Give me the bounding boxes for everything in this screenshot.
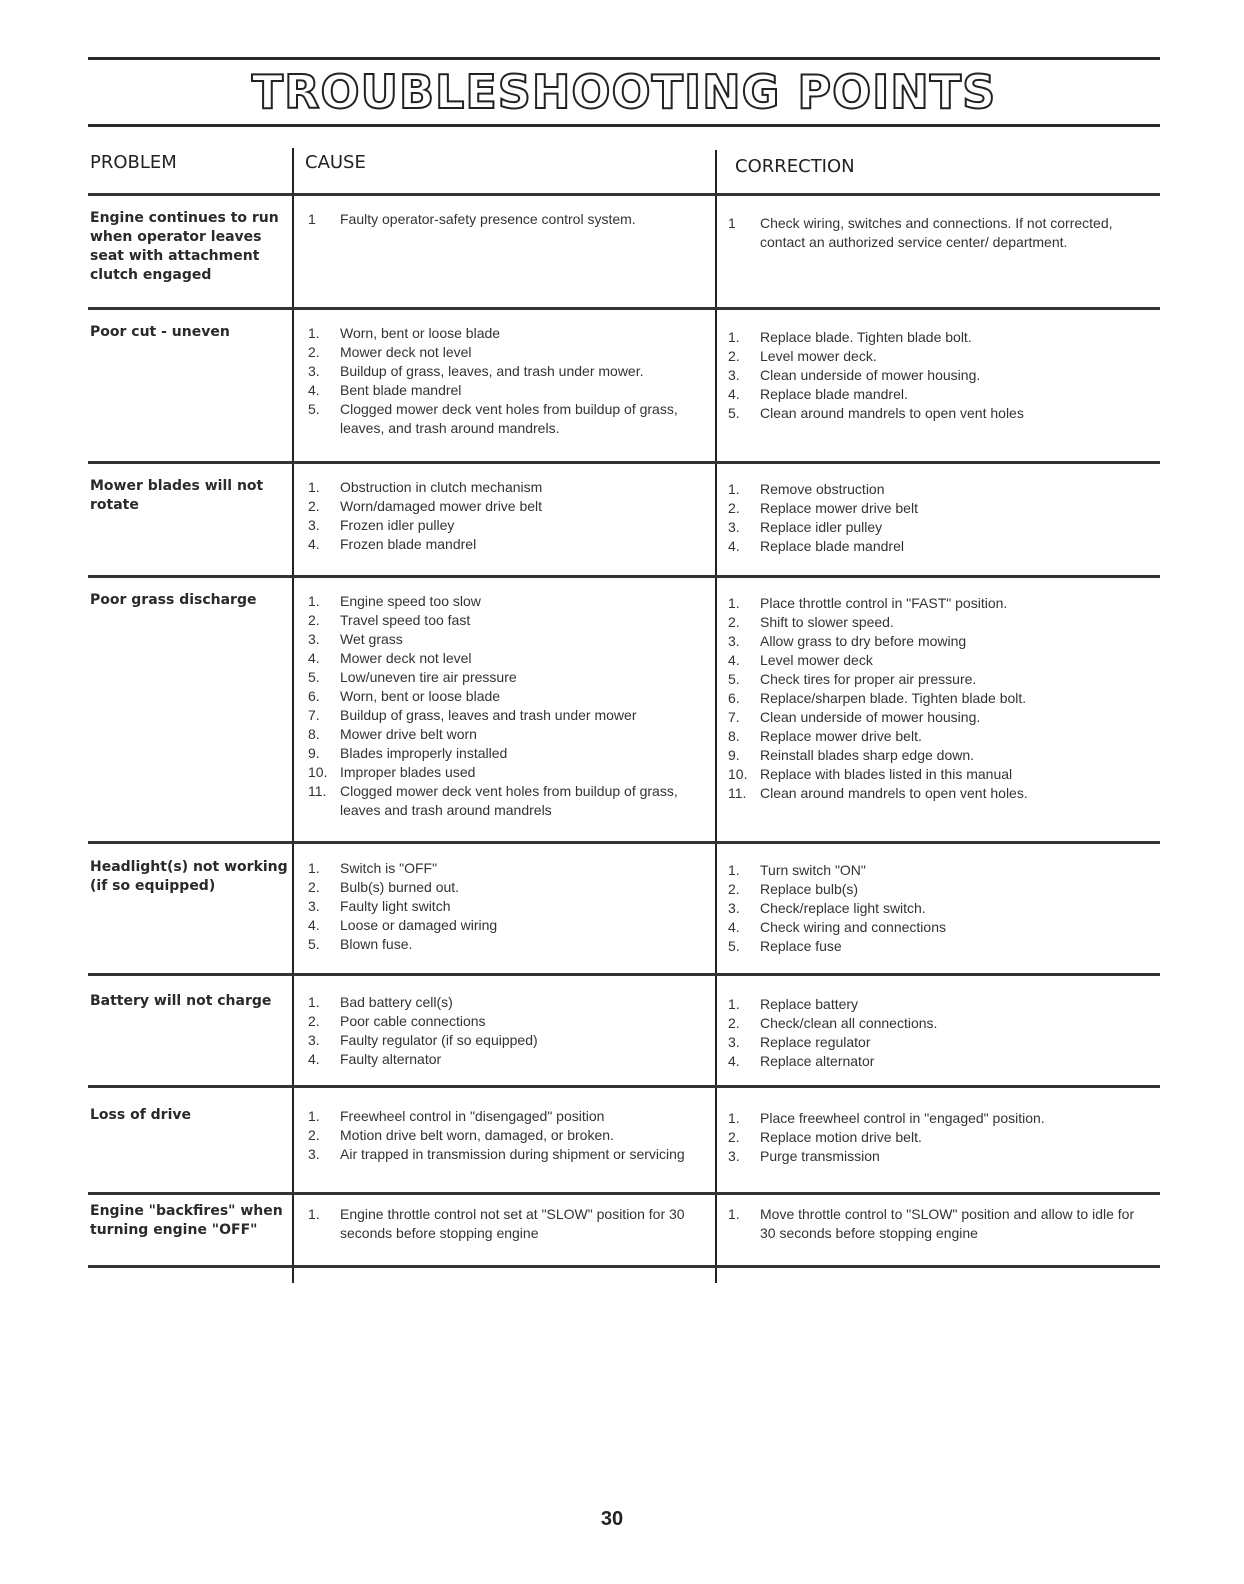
list-item: 3. Check/replace light switch. [728, 900, 926, 916]
list-item: 3. Air trapped in transmission during shipment or servicing [308, 1146, 685, 1162]
cause-list [308, 1205, 703, 1243]
list-item: 10. Replace with blades listed in this manual [728, 766, 1013, 782]
column-divider-2 [715, 150, 717, 1283]
row-separator [88, 575, 1160, 578]
list-item: 5. Clogged mower deck vent holes from buildup of grass, leaves, and trash around mandrels. [308, 401, 678, 436]
row-separator [88, 193, 1160, 196]
list-item: 2. Replace motion drive belt. [728, 1129, 922, 1145]
list-item: 5. Replace fuse [728, 938, 842, 954]
list-item: 8. Replace mower drive belt. [728, 728, 922, 744]
row-separator [88, 841, 1160, 844]
list-item: 3. Faulty light switch [308, 898, 451, 914]
list-item: 4. Frozen blade mandrel [308, 536, 477, 552]
column-header-problem: PROBLEM [90, 152, 177, 173]
problem-battery: Battery will not charge [90, 993, 272, 1009]
list-item: 4. Level mower deck [728, 652, 873, 668]
list-item: 11. Clogged mower deck vent holes from buildup of grass, leaves and trash around mandrels [308, 783, 678, 818]
list-item: 1. Turn switch "ON" [728, 862, 866, 878]
list-item: 10. Improper blades used [308, 764, 476, 780]
list-item: 2. Motion drive belt worn, damaged, or broken. [308, 1127, 614, 1143]
list-item: 4. Replace alternator [728, 1053, 875, 1069]
list-item: 5. Low/uneven tire air pressure [308, 669, 517, 685]
row-separator [88, 973, 1160, 976]
list-item: 2. Bulb(s) burned out. [308, 879, 460, 895]
list-item: 1. Engine speed too slow [308, 593, 481, 609]
list-item: 7. Buildup of grass, leaves and trash under mower [308, 707, 637, 723]
list-item: 1. Freewheel control in "disengaged" position [308, 1108, 605, 1124]
row-separator [88, 461, 1160, 464]
list-item: 9. Blades improperly installed [308, 745, 508, 761]
list-item: 5. Blown fuse. [308, 936, 413, 952]
list-item: 3. Replace idler pulley [728, 519, 883, 535]
problem-headlights: Headlight(s) not working (if so equipped) [90, 859, 288, 894]
list-item: 1 Check wiring, switches and connections. If not corrected, contact an authorized service center/ department. [728, 215, 1113, 250]
list-item: 4. Replace blade mandrel. [728, 386, 908, 402]
list-item: 4. Faulty alternator [308, 1051, 442, 1067]
list-item: 3. Allow grass to dry before mowing [728, 633, 967, 649]
list-item: 1 Faulty operator-safety presence control system. [308, 211, 636, 227]
list-item: 3. Clean underside of mower housing. [728, 367, 981, 383]
column-header-cause: CAUSE [305, 152, 366, 173]
correction-list [728, 1205, 1148, 1243]
list-item: 1. Place freewheel control in "engaged" position. [728, 1110, 1045, 1126]
cause-list [308, 324, 703, 438]
cause-list [308, 993, 703, 1069]
list-item: 11. Clean around mandrels to open vent holes. [728, 785, 1028, 801]
title-bottom-rule [88, 124, 1160, 127]
list-item: 2. Replace bulb(s) [728, 881, 859, 897]
list-item: 6. Worn, bent or loose blade [308, 688, 501, 704]
page-number: 30 [600, 1508, 624, 1530]
list-item: 4. Check wiring and connections [728, 919, 946, 935]
row-separator [88, 1192, 1160, 1195]
list-item: 2. Replace mower drive belt [728, 500, 918, 516]
list-item: 2. Poor cable connections [308, 1013, 486, 1029]
list-item: 1. Switch is "OFF" [308, 860, 438, 876]
list-item: 2. Shift to slower speed. [728, 614, 894, 630]
list-item: 3. Faulty regulator (if so equipped) [308, 1032, 538, 1048]
list-item: 7. Clean underside of mower housing. [728, 709, 981, 725]
list-item: 1. Replace blade. Tighten blade bolt. [728, 329, 972, 345]
list-item: 4. Mower deck not level [308, 650, 472, 666]
list-item: 2. Travel speed too fast [308, 612, 471, 628]
list-item: 5. Clean around mandrels to open vent holes [728, 405, 1024, 421]
list-item: 1. Engine throttle control not set at "SLOW" position for 30 seconds before stopping engine [308, 1206, 685, 1241]
list-item: 1. Remove obstruction [728, 481, 885, 497]
list-item: 6. Replace/sharpen blade. Tighten blade bolt. [728, 690, 1027, 706]
list-item: 9. Reinstall blades sharp edge down. [728, 747, 975, 763]
correction-list [728, 995, 1148, 1071]
list-item: 3. Frozen idler pulley [308, 517, 455, 533]
list-item: 1. Move throttle control to "SLOW" position and allow to idle for 30 seconds before stopping engine [728, 1206, 1135, 1241]
page-title: TROUBLESHOOTING POINTS [251, 65, 997, 119]
list-item: 4. Bent blade mandrel [308, 382, 462, 398]
list-item: 3. Purge transmission [728, 1148, 880, 1164]
cause-list [308, 210, 703, 229]
row-separator [88, 307, 1160, 310]
list-item: 1. Replace battery [728, 996, 859, 1012]
list-item: 3. Wet grass [308, 631, 403, 647]
list-item: 3. Buildup of grass, leaves, and trash under mower. [308, 363, 644, 379]
correction-list [728, 480, 1148, 556]
problem-backfires: Engine "backfires" when turning engine "OFF" [90, 1203, 283, 1238]
cause-list [308, 478, 703, 554]
cause-list [308, 859, 703, 954]
list-item: 3. Replace regulator [728, 1034, 871, 1050]
top-rule [88, 57, 1160, 60]
column-header-correction: CORRECTION [735, 156, 855, 177]
list-item: 1. Place throttle control in "FAST" position. [728, 595, 1008, 611]
list-item: 5. Check tires for proper air pressure. [728, 671, 977, 687]
correction-list [728, 861, 1148, 956]
correction-list [728, 328, 1148, 423]
column-divider-1 [292, 148, 294, 1283]
problem-engine-continues: Engine continues to run when operator leaves seat with attachment clutch engaged [90, 210, 279, 283]
problem-poor-cut: Poor cut - uneven [90, 324, 230, 340]
correction-list [728, 594, 1148, 803]
problem-poor-grass-discharge: Poor grass discharge [90, 592, 257, 608]
list-item: 8. Mower drive belt worn [308, 726, 477, 742]
list-item: 2. Level mower deck. [728, 348, 877, 364]
list-item: 2. Worn/damaged mower drive belt [308, 498, 543, 514]
row-separator [88, 1265, 1160, 1268]
row-separator [88, 1085, 1160, 1088]
correction-list [728, 1109, 1148, 1166]
list-item: 1. Bad battery cell(s) [308, 994, 453, 1010]
list-item: 1. Obstruction in clutch mechanism [308, 479, 543, 495]
list-item: 2. Check/clean all connections. [728, 1015, 938, 1031]
list-item: 4. Loose or damaged wiring [308, 917, 498, 933]
problem-loss-of-drive: Loss of drive [90, 1107, 192, 1123]
cause-list [308, 1107, 703, 1164]
list-item: 1. Worn, bent or loose blade [308, 325, 501, 341]
list-item: 4. Replace blade mandrel [728, 538, 904, 554]
cause-list [308, 592, 703, 820]
list-item: 2. Mower deck not level [308, 344, 472, 360]
problem-blades-not-rotate: Mower blades will not rotate [90, 478, 264, 513]
correction-list [728, 214, 1148, 252]
